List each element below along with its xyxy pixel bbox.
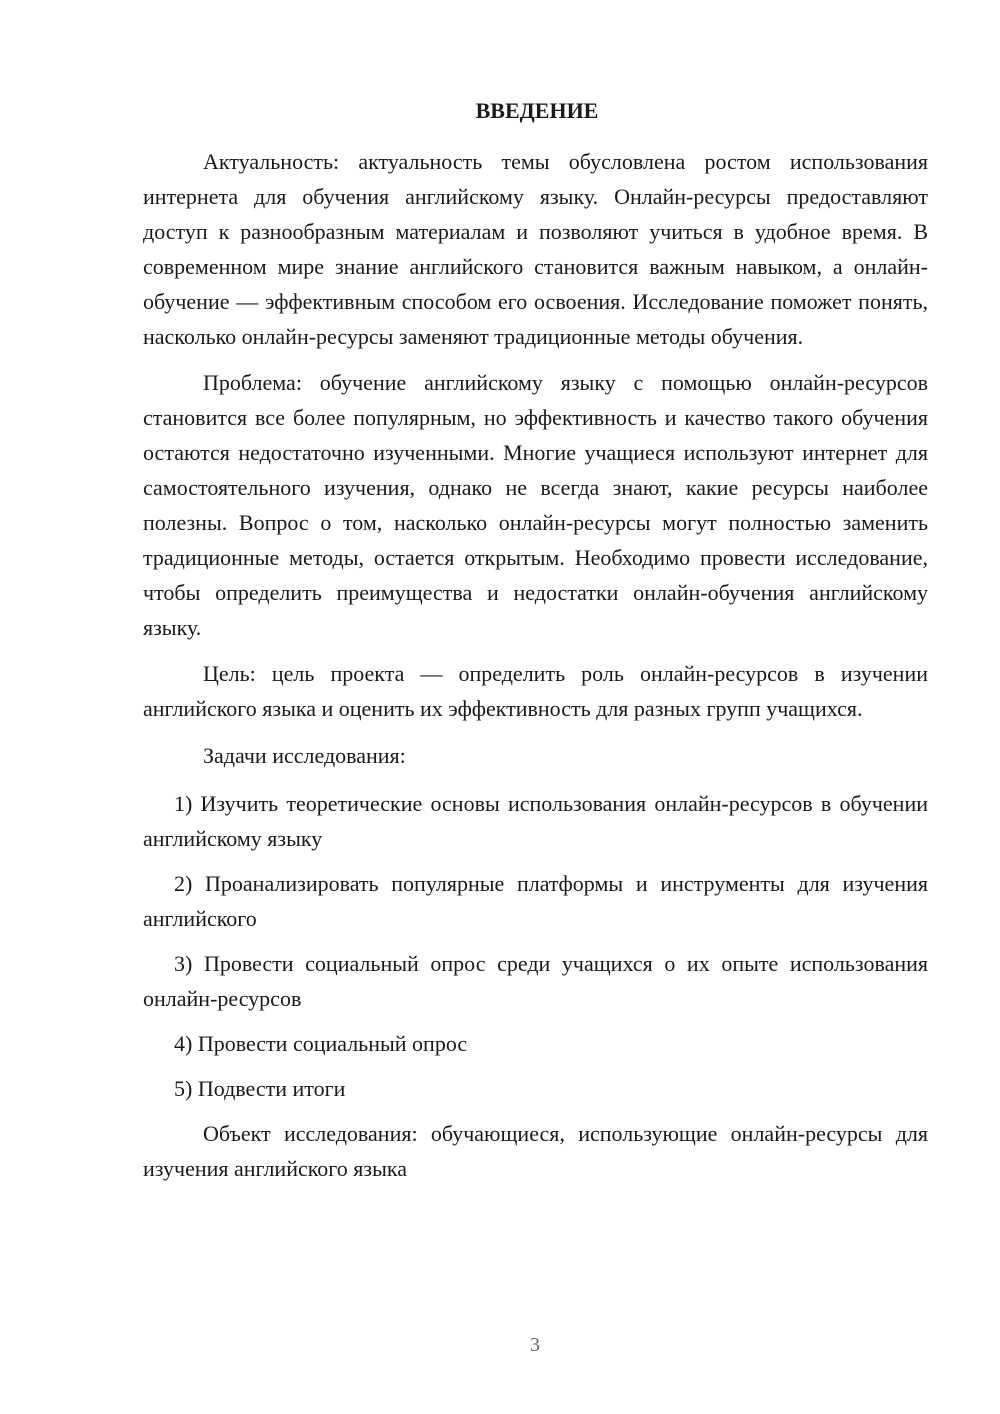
- problem-paragraph: Проблема: обучение английскому языку с помощью онлайн-ресурсов становится все более популярным, но эффективность и качество такого обучения остаются недостаточно изученными. Многие учащиеся используют интернет для самостоятельного изучения, однако не всегда знают, какие ресурсы наиболее полезны. Вопрос о том, насколько онлайн-ресурсы могут полностью заменить традиционные методы, остается открытым. Необходимо провести исследование, чтобы определить преимущества и недостатки онлайн-обучения английскому языку.: [143, 370, 928, 640]
- tasks-heading: Задачи исследования:: [203, 743, 406, 768]
- task-item-2: 2) Проанализировать популярные платформы и инструменты для изучения английского: [143, 871, 928, 931]
- goal-paragraph: Цель: цель проекта — определить роль онлайн-ресурсов в изучении английского языка и оценить их эффективность для разных групп учащихся.: [143, 661, 928, 721]
- task-item-5: 5) Подвести итоги: [174, 1076, 346, 1101]
- task-item-1: 1) Изучить теоретические основы использования онлайн-ресурсов в обучении английскому языку: [143, 791, 928, 851]
- object-paragraph: Объект исследования: обучающиеся, использующие онлайн-ресурсы для изучения английского языка: [143, 1121, 928, 1181]
- task-item-3: 3) Провести социальный опрос среди учащихся о их опыте использования онлайн-ресурсов: [143, 951, 928, 1011]
- page-title: ВВЕДЕНИЕ: [475, 98, 599, 123]
- page-number: 3: [530, 1334, 540, 1356]
- relevance-paragraph: Актуальность: актуальность темы обусловлена ростом использования интернета для обучения английскому языку. Онлайн-ресурсы предоставляют доступ к разнообразным материалам и позволяют учиться в удобное время. В современном мире знание английского становится важным навыком, а онлайн-обучение — эффективным способом его освоения. Исследование поможет понять, насколько онлайн-ресурсы заменяют традиционные методы обучения.: [143, 149, 928, 349]
- document-page: [143, 96, 928, 1197]
- task-item-4: 4) Провести социальный опрос: [174, 1031, 468, 1056]
